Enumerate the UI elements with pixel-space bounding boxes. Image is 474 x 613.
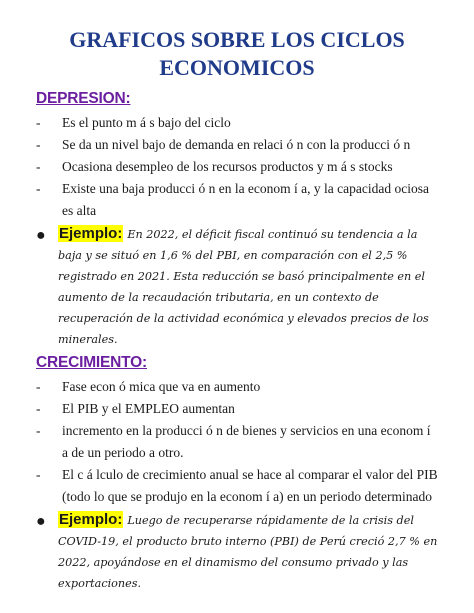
example-depresion — [36, 224, 438, 350]
section-heading-depresion: DEPRESION: — [36, 90, 131, 107]
example-label: Ejemplo: — [59, 511, 123, 528]
title-line-1: GRAFICOS SOBRE LOS CICLOS — [69, 27, 405, 52]
list-item: - El PIB y el EMPLEO aumentan — [36, 398, 438, 420]
bullet-dot-icon: ● — [36, 513, 46, 530]
example-text: Luego de recuperarse rápidamente de la crisis del COVID-19, el producto bruto interno (PBI) de Perú creció 2,7 % en 2022, apoyándose en el dinamismo del consumo privado y las exportaciones. — [58, 514, 438, 590]
bullet-dot-icon: ● — [36, 227, 46, 244]
list-item: - Se da un nivel bajo de demanda en relaci ó n con la producci ó n — [36, 134, 438, 156]
list-item: - El c á lculo de crecimiento anual se hace al comparar el valor del PIB (todo lo que se produjo en la econom í a) en un periodo determinado — [36, 464, 438, 508]
document-title — [36, 26, 438, 82]
title-line-2: ECONOMICOS — [159, 55, 315, 80]
list-item: - Ocasiona desempleo de los recursos productos y m á s stocks — [36, 156, 438, 178]
example-text: En 2022, el déficit fiscal continuó su tendencia a la baja y se situó en 1,6 % del PBI, en comparación con el 2,5 % registrado en 2021. Esta reducción se basó principalmente en el aumento de la recaudación tributaria, en un contexto de recuperación de la actividad económica y elevados precios de los minerales. — [58, 228, 429, 346]
section-heading-crecimiento: CRECIMIENTO: — [36, 354, 147, 371]
list-item: - Existe una baja producci ó n en la econom í a, y la capacidad ociosa es alta — [36, 178, 438, 222]
section-depresion — [36, 90, 438, 350]
list-item: - incremento en la producci ó n de bienes y servicios en una econom í a de un periodo a otro. — [36, 420, 438, 464]
section-crecimiento — [36, 354, 438, 594]
list-item: - Fase econ ó mica que va en aumento — [36, 376, 438, 398]
example-label: Ejemplo: — [59, 225, 123, 242]
depresion-list — [36, 112, 438, 222]
crecimiento-list — [36, 376, 438, 508]
list-item: - Es el punto m á s bajo del ciclo — [36, 112, 438, 134]
example-crecimiento — [36, 510, 438, 594]
